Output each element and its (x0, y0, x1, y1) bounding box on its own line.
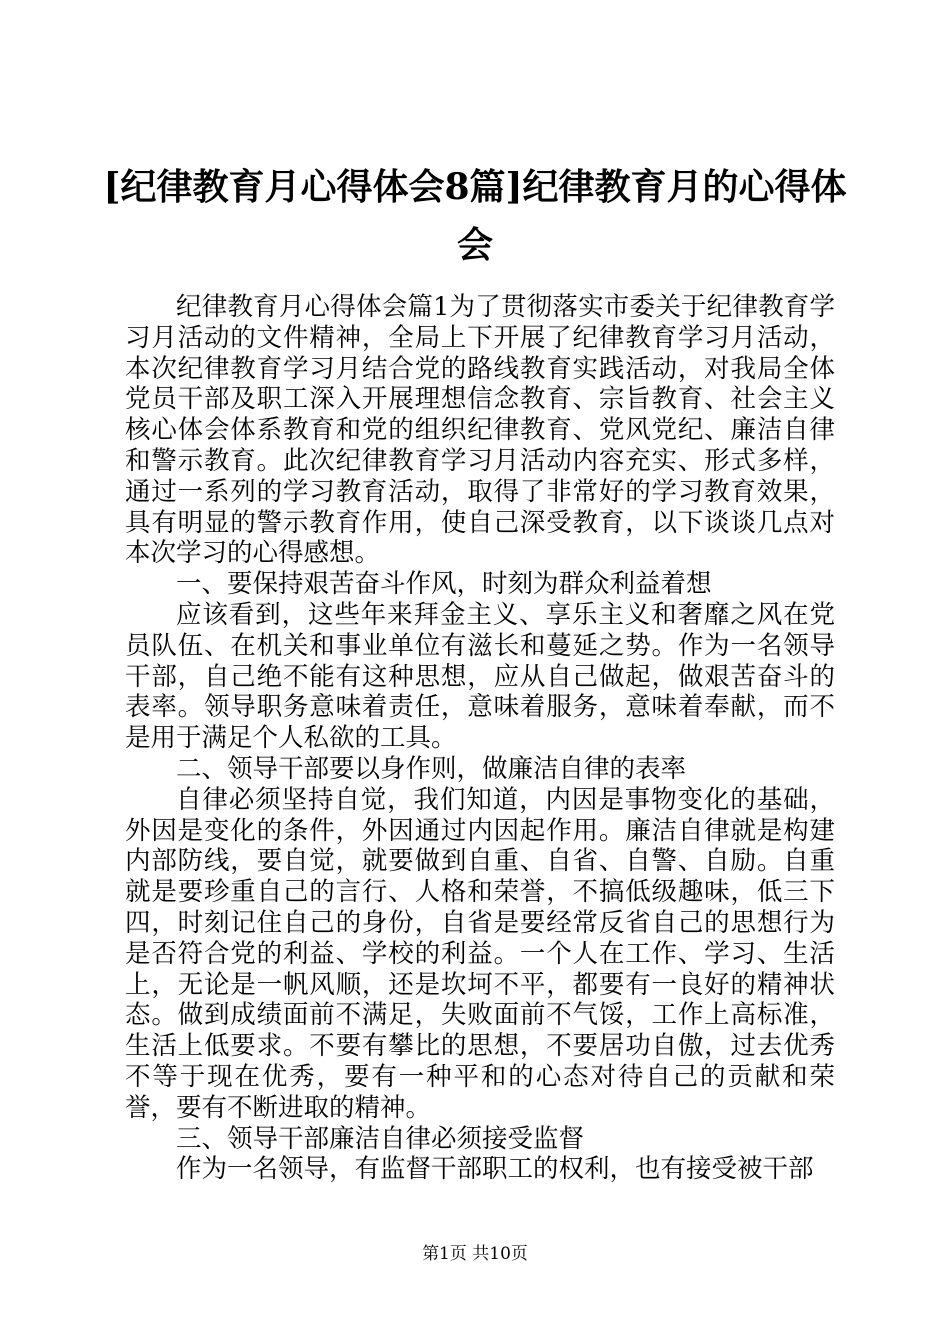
paragraph-section-3: 作为一名领导，有监督干部职工的权利，也有接受被干部 (176, 1154, 814, 1185)
document-title: [纪律教育月心得体会8篇]纪律教育月的心得体会 (103, 166, 847, 266)
document-body (125, 292, 835, 1185)
paragraph-intro: 纪律教育月心得体会篇1为了贯彻落实市委关于纪律教育学习月活动的文件精神，全局上下开展了纪律教育学习月活动，本次纪律教育学习月结合党的路线教育实践活动，对我局全体党员干部及职工深入开展理想信念教育、宗旨教育、社会主义核心体会体系教育和党的组织纪律教育、党风党纪、廉洁自律和警示教育。此次纪律教育学习月活动内容充实、形式多样，通过一系列的学习教育活动，取得了非常好的学习教育效果，具有明显的警示教育作用，使自己深受教育，以下谈谈几点对本次学习的心得感想。 (125, 292, 835, 569)
section-heading-3: 三、领导干部廉洁自律必须接受监督 (176, 1123, 585, 1154)
paragraph-section-1: 应该看到，这些年来拜金主义、享乐主义和奢靡之风在党员队伍、在机关和事业单位有滋长和蔓延之势。作为一名领导干部，自己绝不能有这种思想，应从自己做起，做艰苦奋斗的表率。领导职务意味着责任，意味着服务，意味着奉献，而不是用于满足个人私欲的工具。 (125, 599, 835, 754)
section-heading-1: 一、要保持艰苦奋斗作风，时刻为群众利益着想 (176, 569, 712, 600)
page-number-footer: 第1页 共10页 (422, 1244, 528, 1264)
section-heading-2: 二、领导干部要以身作则，做廉洁自律的表率 (176, 753, 687, 784)
paragraph-section-2: 自律必须坚持自觉，我们知道，内因是事物变化的基础，外因是变化的条件，外因通过内因起作用。廉洁自律就是构建内部防线，要自觉，就要做到自重、自省、自警、自励。自重就是要珍重自己的言行、人格和荣誉，不搞低级趣味，低三下四，时刻记住自己的身份，自省是要经常反省自己的思想行为是否符合党的利益、学校的利益。一个人在工作、学习、生活上，无论是一帆风顺，还是坎坷不平，都要有一良好的精神状态。做到成绩面前不满足，失败面前不气馁，工作上高标准，生活上低要求。不要有攀比的思想，不要居功自傲，过去优秀不等于现在优秀，要有一种平和的心态对待自己的贡献和荣誉，要有不断进取的精神。 (125, 784, 835, 1123)
